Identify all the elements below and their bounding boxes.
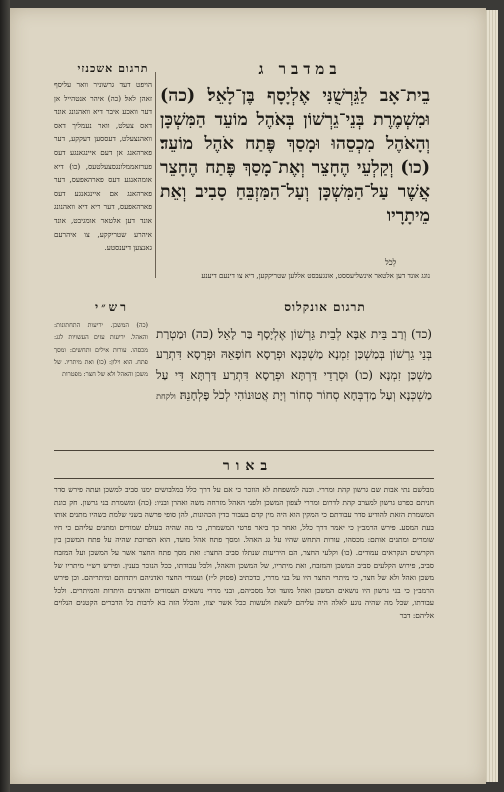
book-page: [10, 8, 486, 784]
onkelos-targum: [156, 324, 432, 408]
book-chapter-header: במדבר ג: [258, 60, 342, 78]
rashi-header: רש״י: [94, 300, 130, 314]
rashi-commentary: (כה) המשכן. יריעות התחתונות: והאהל. יריעות עזים העשויות לגג: מכסהו. עורות אילים ותחשים: ומסך פתח. הוא וילון: (כו) ואת מיתריו. של משכן והאהל ולא של חצר: מפטרות: [54, 322, 148, 379]
column-divider: [155, 72, 156, 278]
beur-commentary: מבלשם נתי אבות שם גרשון קהת ומררי. וכנה למשפחת לא הוזכר כי אם על דרך כלל במלבושים ימנו סביב למשכן ועתה פירש סדר חניתם כפרט גרשון למערב קהת לדרום ומררי לצפון המשכן ולפני האהל מזרחה משה ואהרן ובניו: (כה) ומשמרת בני גרשון. חק כונת המשמרת הזאת להודיע סדר עבודתם כי המקין הוא היה מין קדם בעבור כדין הכהונות, להן סופי פרשה בשני שלמת כשהיו מתנים אותו בעת המסע. פירש הרמב״ן כי יאמר דרך כלל, ואחר כך ביאר פרטי המשמרת, כי מה שהיה בעולם שמורים ומתנים עליהם כי חיו שומרים ומתנים אותם: מכסהו, עורות התחש שהיו על גג האהל. ומסך פתח אהל מועד, הוא הפרוכת שהיה על פתח המשכן בין הקרשים הנקראים עמודים. (כו) וקלעי החצר, הם היריעות שנתלו סביב החצר: ואת מסך פתח החצר אשר על המשכן ועל המזבח סביב, פירוש הקלעים סביב המשכן והמזבח, ואת מיתריו, של המשכן והאהל, ולכל עבודתו, ככל הנזכר בענין. ופירש רש״י מיתריו של משכן ואהל ולא של חצר, כי מיתרי החצר היו על בני מררי, כדכתיב (פסוק ל״ז) ועמודי החצר ואדניהם ויתדותם ומיתריהם. וכן פירש הרמב״ן כי בני גרשון היו נושאים המשכן ואהל מועד וכל מסכיהם, ובני מררי נושאים העמודים והאדנים היתדות והמיתרים. ולכל עבודתו, שכל מה שהיה נוגע לאלה היה עליהם לשאת ולעשות ככל אשר יצוו, והכלל הזה בא לרבות כל הדברים הקטנים הנלוים אליהם: דבר: [54, 485, 434, 620]
translation-column-header: תרגום אשכנזי: [77, 62, 149, 75]
translation-continuation: נוגג אונד דען אלטאר אינשליעססט, אונגעבסט אללען שטריקקען, דיא צו דינעם דיענע: [201, 272, 430, 280]
section-divider: [54, 450, 434, 451]
torah-text: בֵית־אָב לַגֵּרְשֻׁנִּי אֶלְיָסָף בֶּן־לָאֵל׃ (כה) וּמִשְׁמֶרֶת בְּנֵי־גֵרְשׁוֹן בְּאֹהֶל מוֹעֵד הַמִּשְׁכָּן וְהָאֹהֶל מִכְסֵהוּ וּמָסַךְ פֶּתַח אֹהֶל מוֹעֵד׃ (כו) וְקַלְעֵי הֶחָצֵר וְאֶת־מָסַךְ פֶּתַח הֶחָצֵר אֲשֶׁר עַל־הַמִּשְׁכָּן וְעַל־הַמִּזְבֵּחַ סָבִיב וְאֵת מֵיתָרָיו: [160, 86, 430, 226]
book-spine: [0, 0, 10, 792]
page-edges: [486, 10, 498, 782]
judeo-german-translation: הויפט דעד גרשוניר וואר עליסף זאהן לאל׃ (כה) איהר אנטהייל אן דער וואכע איבר דיא וואהנונג אונד דאס צעלט, וואר נעמליך דאס וואהנצעלט, דעססען דעקקע, דער פארהאנג אן דעם איינגאנגע דעס פערזאממלונגסצעלטעס, (כו) דיא אומהאנגע דעס פארהאפעס, דער פארהאנג אם איינגאנגע דעס פארהאפעס, דער ריא דיא וואהנונג אונד דען אלטאר אומגיבט, אונד איהרע שטריקקע, צו איהרעם גאנצען דיענסטע.: [54, 80, 152, 253]
onkelos-header: תרגום אונקלוס: [284, 300, 366, 314]
verse-continuation: לְכֹל: [385, 258, 397, 267]
beur-divider: [54, 478, 434, 479]
onkelos-catchword: ולקחת: [156, 392, 176, 402]
onkelos-text: (כד) וְרַב בֵּית אַבָּא לְבֵית גֵּרְשׁוֹן אֶלְיָסָף בַּר לָאֵל׃ (כה) וּמַטְרַת בְּנֵי גֵרְשׁוֹן בְּמַשְׁכַּן זִמְנָא מַשְׁכְּנָא וּפְרָסָא חוֹפָאֵהּ וּפְרָסָא דִּתְרַע מַשְׁכַּן זִמְנָא׃ (כו) וּסְרָדֵי דַּרְתָּא וּפְרָסָא דִּתְרַע דַּרְתָּא דִּי עַל מַשְׁכְּנָא וְעַל מַדְבְּחָא סְחוֹר סְחוֹר וְיָת אֲטוּנוֹהִי לְכֹל פָּלְחָנֵהּ׃: [156, 327, 432, 403]
beur-header: באור: [222, 458, 274, 474]
